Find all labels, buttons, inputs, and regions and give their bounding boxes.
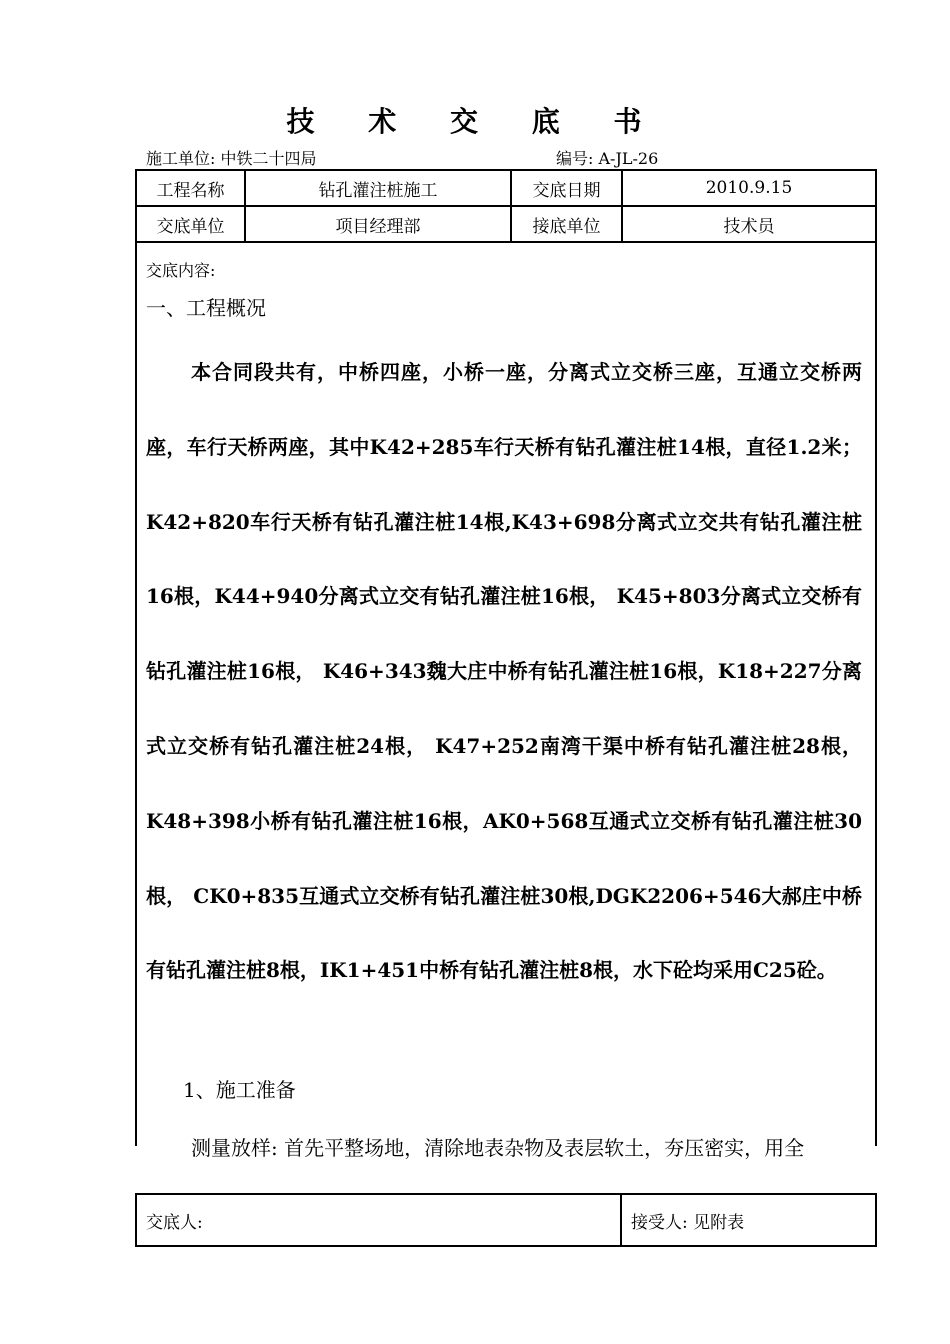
table-row xyxy=(136,1194,876,1246)
handover-date-label: 交底日期 xyxy=(511,170,622,206)
table-row xyxy=(136,170,876,206)
receiving-unit-value: 技术员 xyxy=(622,206,876,242)
document-code: 编号: A-JL-26 xyxy=(556,149,659,168)
content-label: 交底内容: xyxy=(146,261,216,280)
construction-unit: 施工单位: 中铁二十四局 xyxy=(146,149,317,168)
content-box xyxy=(135,242,877,1160)
handover-unit-value: 项目经理部 xyxy=(245,206,511,242)
handover-date-value: 2010.9.15 xyxy=(622,170,876,206)
handover-unit-label: 交底单位 xyxy=(136,206,245,242)
subsection-heading-preparation: 1、施工准备 xyxy=(183,1078,296,1102)
handover-person-label: 交底人: xyxy=(136,1194,621,1246)
project-name-label: 工程名称 xyxy=(136,170,245,206)
receiver-person-label: 接受人: 见附表 xyxy=(621,1194,876,1246)
header-table xyxy=(135,169,877,243)
signature-table xyxy=(135,1193,877,1247)
survey-paragraph: 测量放样: 首先平整场地，清除地表杂物及表层软土，夯压密实，用全 xyxy=(191,1136,805,1160)
project-name-value: 钻孔灌注桩施工 xyxy=(245,170,511,206)
section-heading-overview: 一、工程概况 xyxy=(146,296,266,320)
document-title: 技 术 交 底 书 xyxy=(286,105,664,138)
overview-paragraph: 本合同段共有，中桥四座，小桥一座，分离式立交桥三座，互通立交桥两座，车行天桥两座，其中K42+285车行天桥有钻孔灌注桩14根，直径1.2米； K42+820车行天桥有钻孔灌注桩14根,K43+698分离式立交共有钻孔灌注桩16根，K44+940分离式立交有钻孔灌注桩16根， K45+803分离式立交桥有钻孔灌注桩16根， K46+343魏大庄中桥有钻孔灌注桩16根，K18+227分离式立交桥有钻孔灌注桩24根， K47+252南湾干渠中桥有钻孔灌注桩28根，K48+398小桥有钻孔灌注桩16根，AK0+568互通式立交桥有钻孔灌注桩30根， CK0+835互通式立交桥有钻孔灌注桩30根,DGK2206+546大郝庄中桥有钻孔灌注桩8根，IK1+451中桥有钻孔灌注桩8根，水下砼均采用C25砼。 xyxy=(146,360,862,983)
receiving-unit-label: 接底单位 xyxy=(511,206,622,242)
table-row xyxy=(136,206,876,242)
